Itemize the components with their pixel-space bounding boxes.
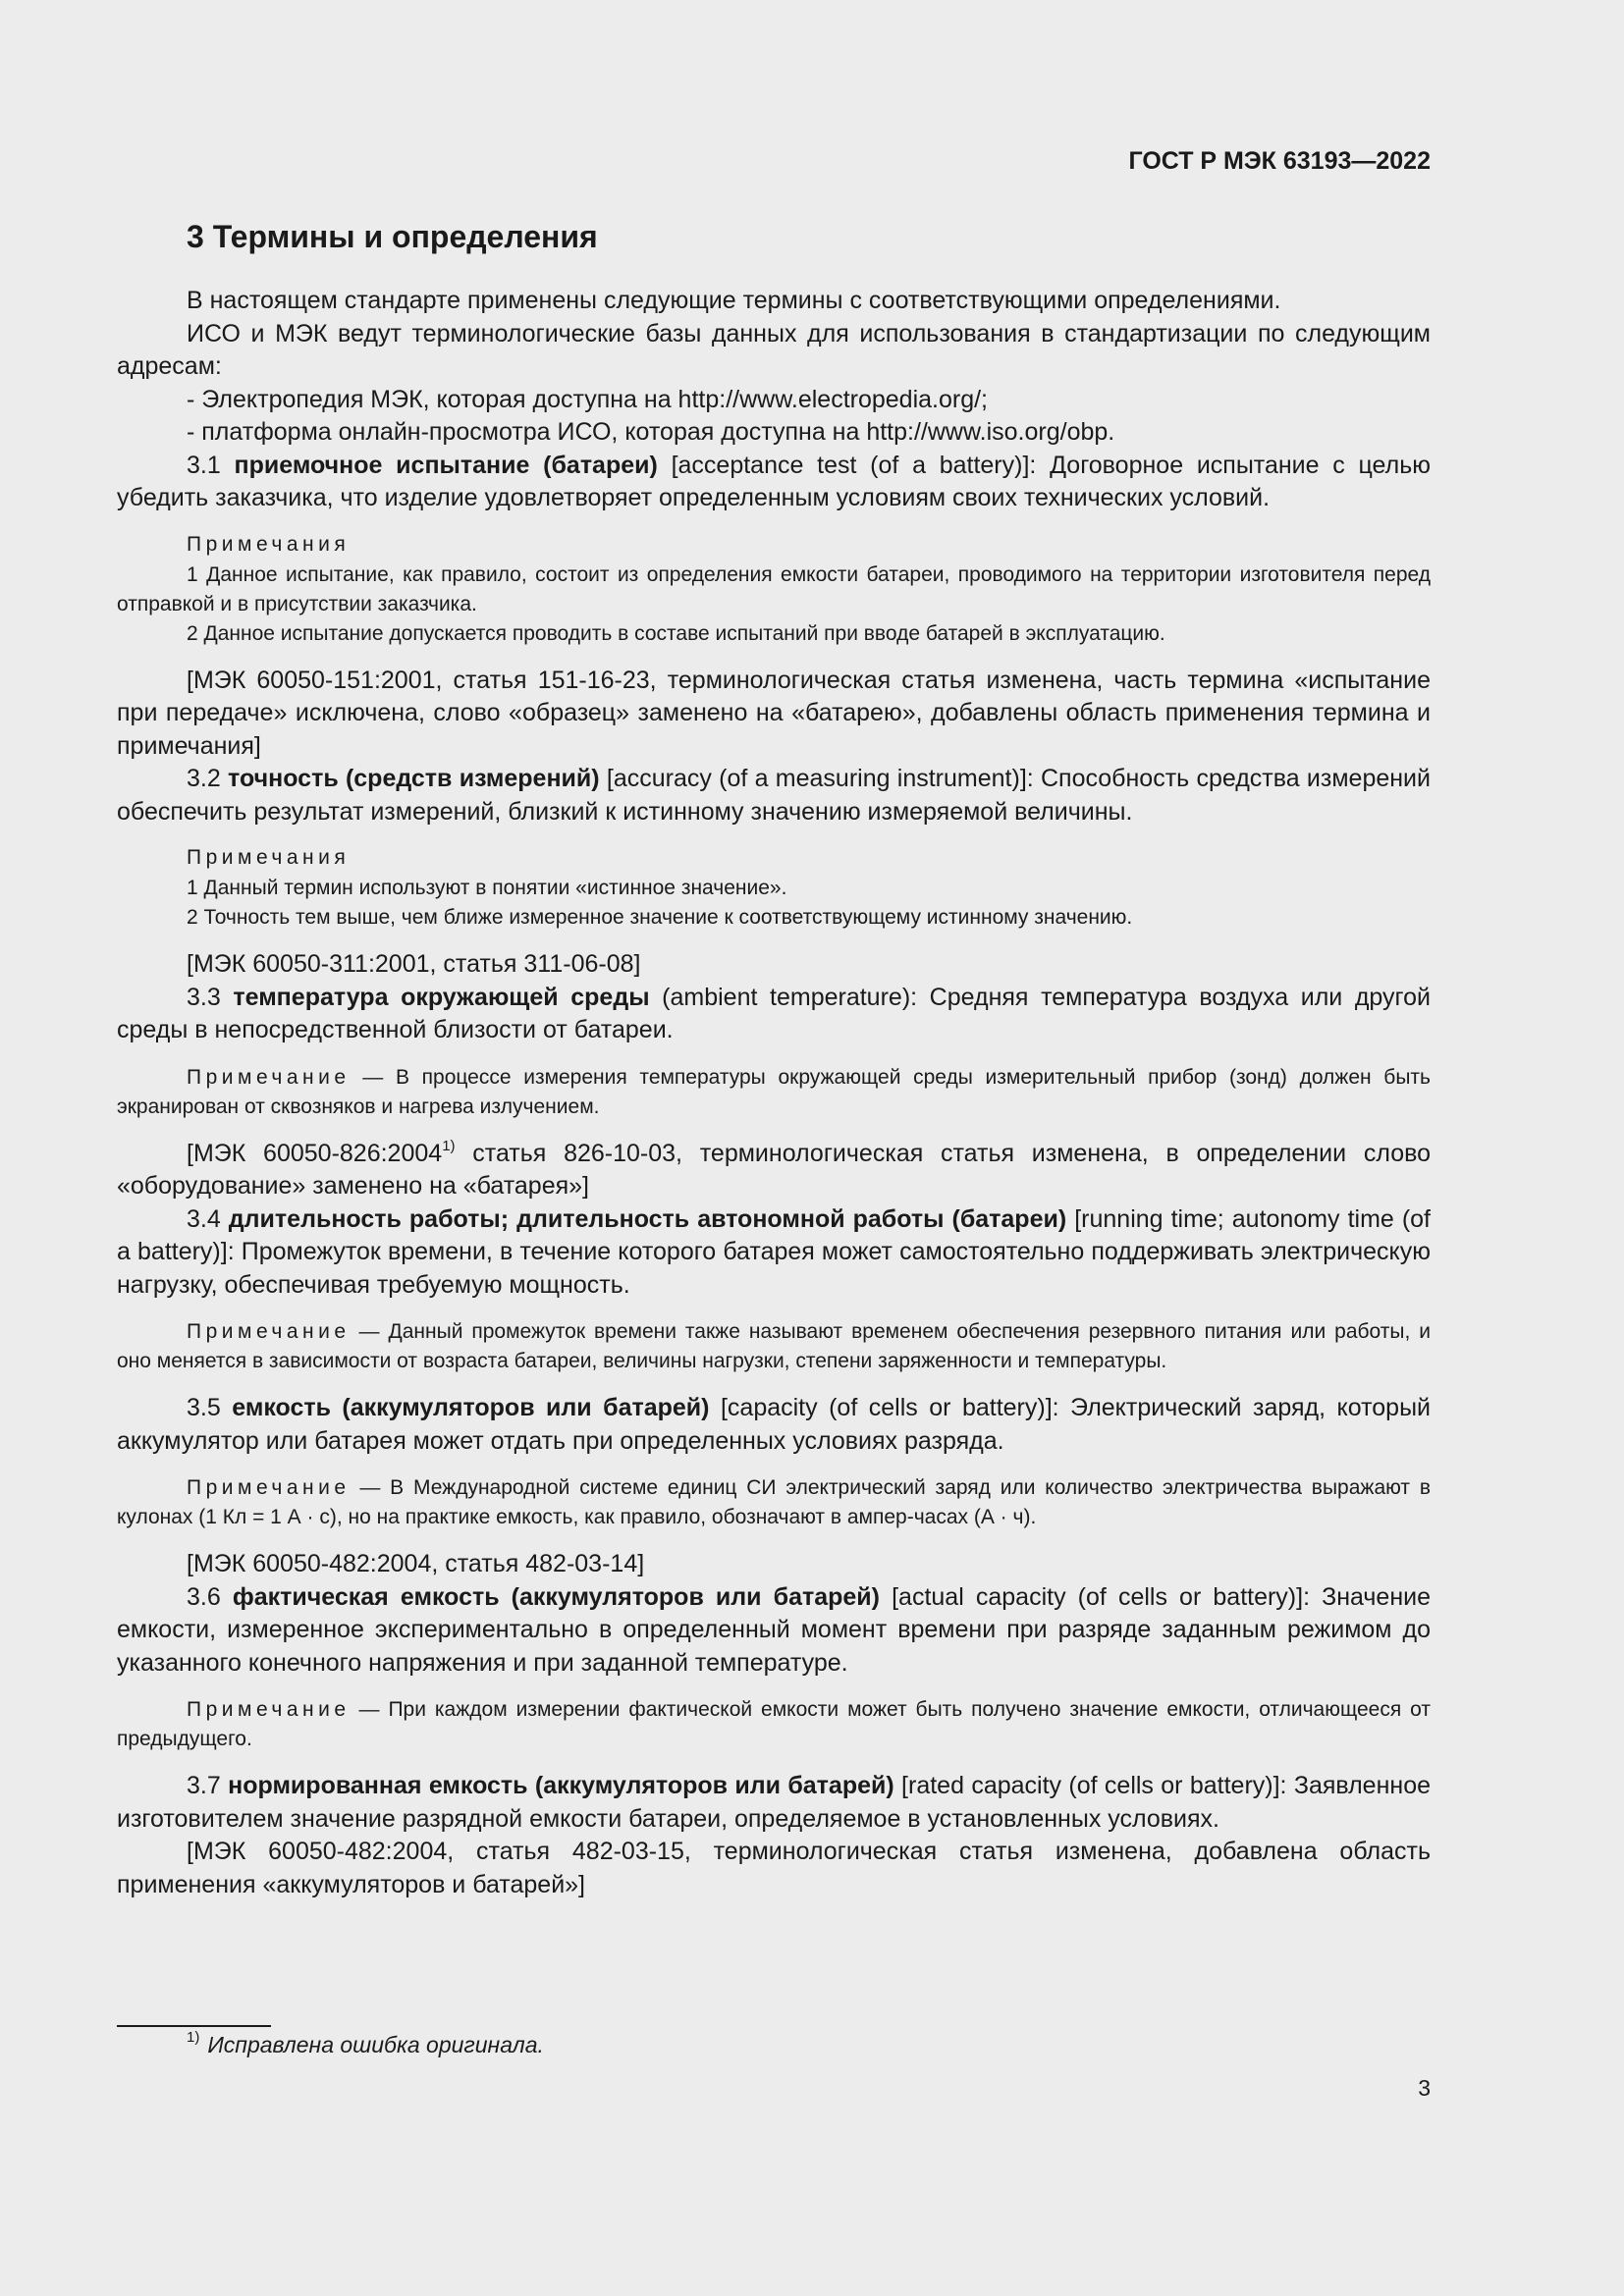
footnote-marker: 1): [187, 2029, 200, 2047]
source-ref: [МЭК 60050-826:2004: [187, 1139, 443, 1167]
note-text: — Данный промежуток времени также называют временем обеспечения резервного питания или работы, и оно меняется в зависимости от возраста батареи, величины нагрузки, степени заряженности и температуры.: [117, 1320, 1431, 1373]
term-number: 3.4: [187, 1204, 221, 1233]
term-number: 3.1: [187, 451, 221, 479]
note-label: Примечание: [187, 1698, 351, 1722]
term-source: [МЭК 60050-311:2001, статья 311-06-08]: [187, 950, 641, 979]
note-item: 1 Данный термин используют в понятии «истинное значение».: [187, 877, 787, 900]
term-entry-3-6: [117, 1581, 1431, 1681]
note-text: — В процессе измерения температуры окружающей среды измерительный прибор (зонд) должен быть экранирован от сквозняков и нагрева излучением.: [117, 1065, 1431, 1118]
note-label: Примечание: [187, 1320, 351, 1344]
term-definition: (ambient temperature): Средняя температура воздуха или другой среды в непосредственной близости от батареи.: [117, 983, 1431, 1044]
note-item: 2 Данное испытание допускается проводить в составе испытаний при вводе батарей в эксплуатацию.: [187, 621, 1165, 645]
term-definition: [accuracy (of a measuring instrument)]: Способность средства измерений обеспечить результат измерений, близкий к истинному значению измеряемой величины.: [117, 765, 1431, 826]
term-entry-3-3: [117, 982, 1431, 1047]
term-source: [МЭК 60050-482:2004, статья 482-03-14]: [187, 1550, 645, 1578]
term-name: фактическая емкость (аккумуляторов или батарей): [232, 1582, 880, 1611]
term-name: длительность работы; длительность автономной работы (батареи): [228, 1204, 1067, 1233]
source-ref-rest: статья 826-10-03, терминологическая статья изменена, в определении слово «оборудование» заменено на «батарея»]: [117, 1139, 1431, 1201]
intro-paragraph-databases: ИСО и МЭК ведут терминологические базы данных для использования в стандартизации по следующим адресам:: [117, 319, 1431, 381]
term-number: 3.7: [187, 1772, 221, 1800]
intro-paragraph: В настоящем стандарте применены следующие термины с соответствующими определениями.: [187, 287, 1281, 315]
term-note: [117, 1317, 1431, 1376]
note-text: — В Международной системе единиц СИ электрический заряд или количество электричества выражают в кулонах (1 Кл = 1 А · с), но на практике емкость, как правило, обозначают в ампер-часах (А · ч).: [117, 1476, 1431, 1529]
term-definition: [rated capacity (of cells or battery)]: Заявленное изготовителем значение разрядной емкости батареи, определяемое в установленных условиях.: [117, 1772, 1432, 1833]
page-number: 3: [1418, 2075, 1431, 2101]
term-note: [117, 1695, 1431, 1754]
footnote-divider: [117, 2025, 271, 2027]
term-name: нормированная емкость (аккумуляторов или батарей): [228, 1772, 894, 1800]
footnote-text: Исправлена ошибка оригинала.: [207, 2032, 544, 2057]
page-content: [117, 218, 1431, 1901]
list-item-iso-obp: - платформа онлайн-просмотра ИСО, которая доступна на http://www.iso.org/obp.: [187, 418, 1115, 447]
term-entry-3-1: [117, 450, 1431, 515]
term-note: [117, 1063, 1431, 1122]
term-number: 3.2: [187, 765, 221, 793]
term-entry-3-5: [117, 1392, 1431, 1458]
term-entry-3-4: [117, 1203, 1431, 1303]
notes-heading: Примечания: [187, 846, 351, 870]
term-name: приемочное испытание (батареи): [234, 451, 658, 479]
term-entry-3-7: [117, 1770, 1431, 1836]
term-number: 3.5: [187, 1394, 221, 1422]
document-code: ГОСТ Р МЭК 63193—2022: [1128, 147, 1431, 175]
notes-heading: Примечания: [187, 532, 351, 556]
term-note: [117, 1473, 1431, 1532]
note-item: 2 Точность тем выше, чем ближе измеренное значение к соответствующему истинному значению.: [187, 906, 1133, 930]
note-text: — При каждом измерении фактической емкости может быть получено значение емкости, отличающееся от предыдущего.: [117, 1698, 1431, 1751]
term-number: 3.6: [187, 1582, 221, 1611]
note-label: Примечание: [187, 1476, 351, 1500]
term-definition: [running time; autonomy time (of a battery)]: Промежуток времени, в течение которого батарея может самостоятельно поддерживать электрическую нагрузку, обеспечивая требуемую мощность.: [117, 1204, 1431, 1299]
term-definition: [actual capacity (of cells or battery)]: Значение емкости, измеренное экспериментально в определенный момент времени при разряде заданным режимом до указанного конечного напряжения и при заданной температуре.: [117, 1582, 1431, 1677]
term-source: [МЭК 60050-482:2004, статья 482-03-15, терминологическая статья изменена, добавлена область применения «аккумуляторов и батарей»]: [117, 1838, 1431, 1898]
term-source: [117, 1138, 1431, 1203]
term-name: точность (средств измерений): [228, 765, 600, 793]
term-definition: [capacity (of cells or battery)]: Электрический заряд, который аккумулятор или батарея может отдать при определенных условиях разряда.: [117, 1394, 1432, 1455]
term-number: 3.3: [187, 983, 221, 1011]
list-item-electropedia: - Электропедия МЭК, которая доступна на http://www.electropedia.org/;: [187, 385, 989, 413]
term-definition: [acceptance test (of a battery)]: Договорное испытание с целью убедить заказчика, что изделие удовлетворяет определенным условиям своих технических условий.: [117, 451, 1431, 512]
term-name: температура окружающей среды: [233, 983, 650, 1011]
note-item: 1 Данное испытание, как правило, состоит из определения емкости батареи, проводимого на территории изготовителя перед отправкой и в присутствии заказчика.: [117, 562, 1431, 615]
term-entry-3-2: [117, 763, 1431, 828]
footnote: [187, 2029, 544, 2058]
footnote-ref: 1): [442, 1137, 456, 1154]
term-source: [МЭК 60050-151:2001, статья 151-16-23, терминологическая статья изменена, часть термина «испытание при передаче» исключена, слово «образец» заменено на «батарею», добавлены область применения термина и примечания]: [117, 666, 1431, 760]
note-label: Примечание: [187, 1065, 351, 1089]
section-title: 3 Термины и определения: [187, 219, 598, 254]
term-name: емкость (аккумуляторов или батарей): [232, 1394, 710, 1422]
